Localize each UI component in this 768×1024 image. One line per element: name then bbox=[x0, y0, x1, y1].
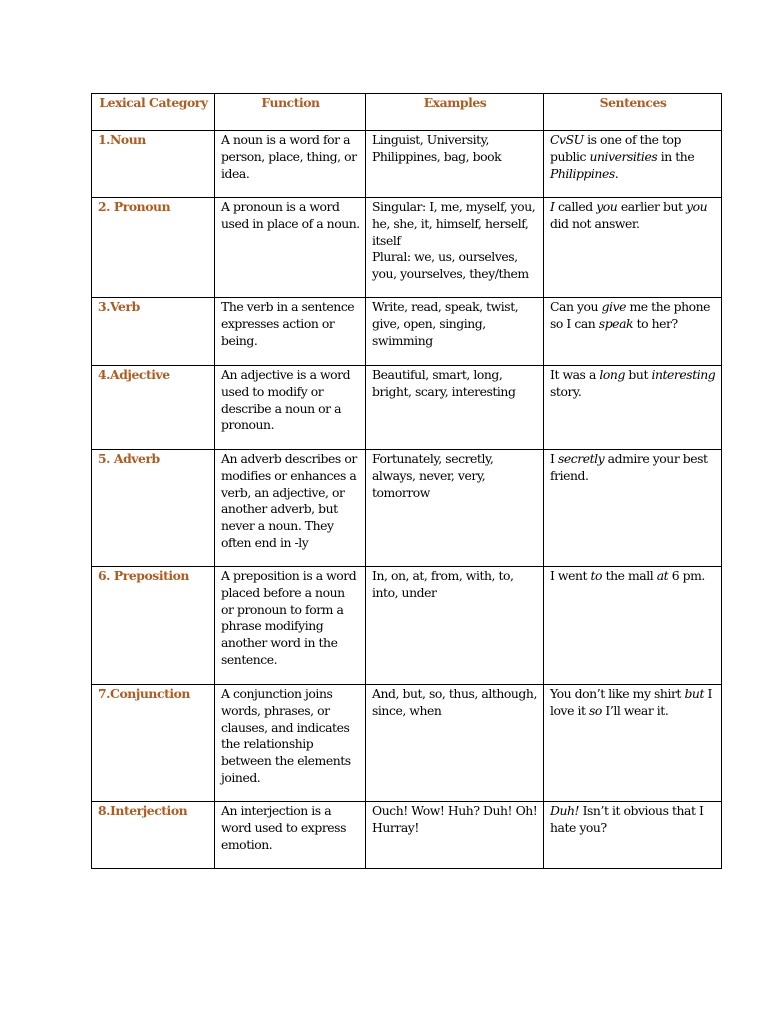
sentence-text: Can you bbox=[550, 299, 602, 314]
sentence-text: story. bbox=[550, 383, 582, 399]
sentence-text: is one of the top public bbox=[550, 132, 682, 164]
sentence-text: I love it bbox=[550, 686, 712, 718]
category-cell: 8.Interjection bbox=[92, 802, 215, 869]
table-row bbox=[92, 366, 722, 450]
sentence-text: I’ll wear it. bbox=[601, 702, 669, 718]
function-cell: A pronoun is a word used in place of a noun. bbox=[215, 198, 366, 298]
table-row bbox=[92, 567, 722, 685]
sentence-emphasis: to bbox=[590, 568, 603, 583]
examples-line: Write, read, speak, twist, give, open, singing, swimming bbox=[372, 299, 519, 348]
sentence-cell bbox=[544, 450, 722, 567]
sentence-cell bbox=[544, 802, 722, 869]
sentence-text: did not answer. bbox=[550, 215, 640, 231]
sentence-text: admire your best friend. bbox=[550, 451, 708, 483]
sentence-emphasis: long bbox=[599, 367, 625, 382]
function-cell: A conjunction joins words, phrases, or clauses, and indicates the relationship between the elements joined. bbox=[215, 685, 366, 802]
examples-cell bbox=[366, 366, 544, 450]
sentence-emphasis: you bbox=[686, 199, 708, 214]
category-cell: 6. Preposition bbox=[92, 567, 215, 685]
examples-cell bbox=[366, 802, 544, 869]
table-header-row bbox=[92, 94, 722, 131]
function-cell: A noun is a word for a person, place, thing, or idea. bbox=[215, 131, 366, 198]
sentence-emphasis: so bbox=[588, 702, 602, 718]
function-cell: An interjection is a word used to express emotion. bbox=[215, 802, 366, 869]
sentence-emphasis: give bbox=[601, 299, 627, 314]
examples-cell bbox=[366, 131, 544, 198]
function-cell: A preposition is a word placed before a noun or pronoun to form a phrase modifying another word in the sentence. bbox=[215, 567, 366, 685]
sentence-emphasis: secretly bbox=[557, 451, 605, 466]
sentence-text: in the bbox=[657, 148, 695, 164]
lexical-category-table bbox=[91, 93, 722, 869]
sentence-emphasis: you bbox=[596, 199, 618, 214]
sentence-text: to her? bbox=[633, 315, 678, 331]
examples-cell bbox=[366, 567, 544, 685]
table-row bbox=[92, 802, 722, 869]
sentence-text: . bbox=[614, 165, 619, 181]
category-cell: 7.Conjunction bbox=[92, 685, 215, 802]
examples-line: Ouch! Wow! Huh? Duh! Oh! Hurray! bbox=[372, 803, 538, 835]
category-cell: 2. Pronoun bbox=[92, 198, 215, 298]
table-row bbox=[92, 685, 722, 802]
header-sentences: Sentences bbox=[544, 94, 722, 131]
category-cell: 1.Noun bbox=[92, 131, 215, 198]
sentence-emphasis: Philippines bbox=[550, 165, 615, 181]
function-cell: An adjective is a word used to modify or describe a noun or a pronoun. bbox=[215, 366, 366, 450]
examples-cell bbox=[366, 298, 544, 366]
sentence-emphasis: at bbox=[656, 568, 669, 583]
sentence-cell bbox=[544, 131, 722, 198]
category-cell: 3.Verb bbox=[92, 298, 215, 366]
sentence-emphasis: speak bbox=[598, 315, 634, 331]
sentence-text: earlier but bbox=[617, 199, 687, 214]
sentence-text: me the phone so I can bbox=[550, 299, 711, 331]
examples-line: Beautiful, smart, long, bright, scary, interesting bbox=[372, 367, 516, 399]
sentence-cell bbox=[544, 567, 722, 685]
sentence-cell bbox=[544, 198, 722, 298]
examples-cell bbox=[366, 198, 544, 298]
function-cell: An adverb describes or modifies or enhances a verb, an adjective, or another adverb, but never a noun. They often end in -ly bbox=[215, 450, 366, 567]
sentence-emphasis: CvSU bbox=[550, 132, 584, 147]
sentence-emphasis: I bbox=[550, 199, 555, 214]
category-cell: 5. Adverb bbox=[92, 450, 215, 567]
header-examples: Examples bbox=[366, 94, 544, 131]
table-row bbox=[92, 198, 722, 298]
sentence-cell bbox=[544, 298, 722, 366]
table-row bbox=[92, 298, 722, 366]
sentence-text: I went bbox=[550, 568, 591, 583]
sentence-text: called bbox=[554, 199, 597, 214]
examples-line: Singular: I, me, myself, you, he, she, it, himself, herself, itself bbox=[372, 199, 536, 248]
examples-line: And, but, so, thus, although, since, when bbox=[372, 686, 537, 718]
examples-cell bbox=[366, 685, 544, 802]
table-row bbox=[92, 450, 722, 567]
header-lexical-category: Lexical Category bbox=[92, 94, 215, 131]
sentence-text: the mall bbox=[602, 568, 657, 583]
sentence-text: but bbox=[624, 367, 652, 382]
sentence-emphasis: but bbox=[684, 686, 704, 701]
sentence-text: Isn’t it obvious that I hate you? bbox=[550, 803, 704, 835]
sentence-cell bbox=[544, 685, 722, 802]
examples-line: Plural: we, us, ourselves, you, yourselves, they/them bbox=[372, 249, 529, 282]
examples-line: In, on, at, from, with, to, into, under bbox=[372, 568, 514, 600]
category-cell: 4.Adjective bbox=[92, 366, 215, 450]
sentence-text: 6 pm. bbox=[668, 568, 705, 583]
examples-cell bbox=[366, 450, 544, 567]
sentence-emphasis: universities bbox=[589, 148, 658, 164]
header-function: Function bbox=[215, 94, 366, 131]
sentence-text: It was a bbox=[550, 367, 600, 382]
examples-line: Linguist, University, Philippines, bag, book bbox=[372, 132, 502, 164]
table-row bbox=[92, 131, 722, 198]
examples-line: Fortunately, secretly, always, never, very, tomorrow bbox=[372, 451, 494, 500]
sentence-emphasis: Duh! bbox=[550, 803, 580, 818]
sentence-cell bbox=[544, 366, 722, 450]
sentence-emphasis: interesting bbox=[651, 367, 716, 382]
sentence-text: I bbox=[550, 451, 558, 466]
sentence-text: You don’t like my shirt bbox=[550, 686, 685, 701]
function-cell: The verb in a sentence expresses action or being. bbox=[215, 298, 366, 366]
